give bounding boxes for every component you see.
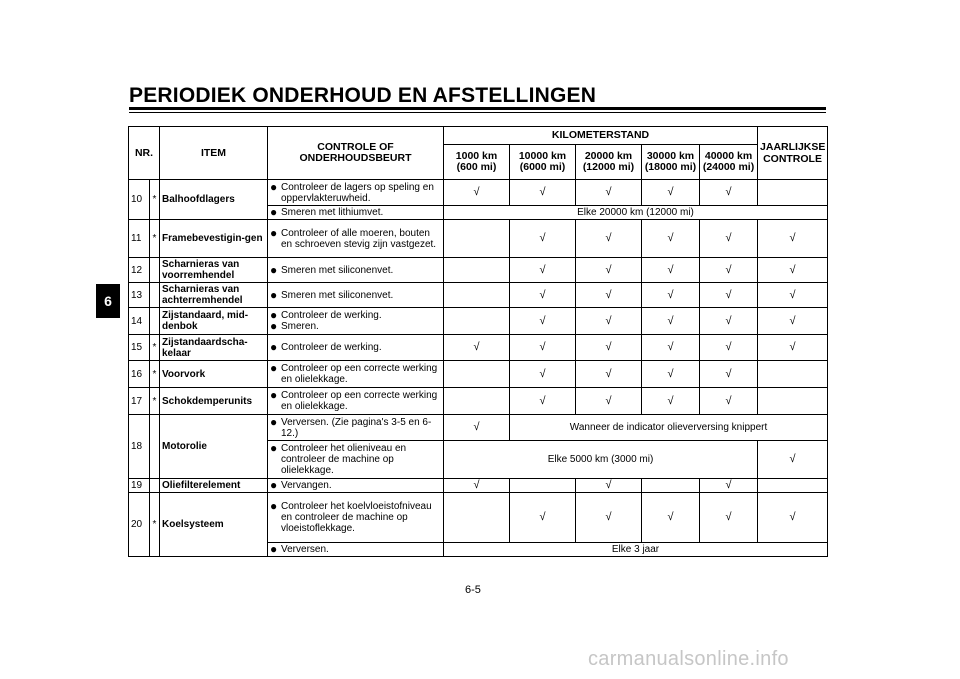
table-row: 11 * Framebevestigin-gen ● Controleer of alle moeren, bouten en schroeven stevig zijn vastgezet. √ √ √ √ √ xyxy=(129,220,828,258)
header-km-col: 1000 km (600 mi) xyxy=(444,145,510,180)
table-row: 13 Scharnieras van achterremhendel ● Smeren met siliconenvet. √ √ √ √ √ xyxy=(129,283,828,308)
check-mark: √ xyxy=(642,258,700,283)
table-row: 14 Zijstandaard, mid-denbok ● Controleer de werking. ● Smeren. √ √ √ √ √ xyxy=(129,308,828,335)
title-rule-thick xyxy=(129,107,826,110)
table-row: 17 * Schokdemperunits ● Controleer op een correcte werking en olielekkage. √ √ √ √ xyxy=(129,388,828,415)
header-km-col: 40000 km (24000 mi) xyxy=(700,145,758,180)
check-mark: √ xyxy=(700,335,758,361)
table-row: ● Smeren met lithiumvet. Elke 20000 km (12000 mi) xyxy=(129,206,828,220)
check-mark: √ xyxy=(510,361,576,388)
check-mark: √ xyxy=(700,361,758,388)
bullet-icon: ● xyxy=(270,361,278,375)
bullet-icon: ● xyxy=(270,340,278,354)
check-mark: √ xyxy=(758,308,828,335)
check-mark: √ xyxy=(758,493,828,543)
check-mark: √ xyxy=(642,220,700,258)
bullet-icon: ● xyxy=(270,499,278,513)
table-row: 10 * Balhoofdlagers ● Controleer de lagers op speling en oppervlakteruwheid. √ √ √ √ √ xyxy=(129,180,828,206)
check-mark: √ xyxy=(642,388,700,415)
bullet-icon: ● xyxy=(270,262,278,277)
table-row: 12 Scharnieras van voorremhendel ● Smeren met siliconenvet. √ √ √ √ √ xyxy=(129,258,828,283)
check-mark: √ xyxy=(642,283,700,308)
header-yearly: JAARLIJKSE CONTROLE xyxy=(758,127,828,180)
check-mark: √ xyxy=(758,258,828,283)
check-mark: √ xyxy=(576,180,642,206)
check-mark: √ xyxy=(444,415,510,441)
check-mark: √ xyxy=(510,258,576,283)
check-mark: √ xyxy=(576,493,642,543)
check-mark: √ xyxy=(510,388,576,415)
maintenance-table xyxy=(128,126,828,557)
bullet-icon: ● xyxy=(270,205,278,219)
table-row: ● Controleer het olieniveau en controleer de machine op olielekkage. Elke 5000 km (3000 mi) √ xyxy=(129,441,828,479)
header-row xyxy=(129,127,828,145)
check-mark: √ xyxy=(576,388,642,415)
bullet-icon: ● xyxy=(270,225,278,240)
check-mark: √ xyxy=(576,283,642,308)
check-mark: √ xyxy=(700,388,758,415)
check-mark: √ xyxy=(700,180,758,206)
check-mark: √ xyxy=(510,308,576,335)
check-mark: √ xyxy=(510,283,576,308)
check-mark: √ xyxy=(700,308,758,335)
header-control: CONTROLE OF ONDERHOUDSBEURT xyxy=(268,127,444,180)
check-mark: √ xyxy=(642,493,700,543)
check-mark: √ xyxy=(700,493,758,543)
check-mark: √ xyxy=(758,220,828,258)
check-mark: √ xyxy=(510,180,576,206)
bullet-icon: ● xyxy=(270,388,278,402)
check-mark: √ xyxy=(700,479,758,493)
check-mark: √ xyxy=(642,308,700,335)
header-kilometerstand: KILOMETERSTAND xyxy=(444,127,758,145)
bullet-icon: ● xyxy=(270,179,278,194)
check-mark: √ xyxy=(444,479,510,493)
header-item: ITEM xyxy=(160,127,268,180)
check-mark: √ xyxy=(758,441,828,479)
bullet-icon: ● xyxy=(270,542,278,556)
check-mark: √ xyxy=(700,220,758,258)
check-mark: √ xyxy=(510,335,576,361)
check-mark: √ xyxy=(576,361,642,388)
table-row: 20 * Koelsysteem ● Controleer het koelvloeistofniveau en controleer de machine op vloeistoflekkage. √ √ √ √ √ xyxy=(129,493,828,543)
check-mark: √ xyxy=(510,493,576,543)
check-mark: √ xyxy=(758,335,828,361)
header-km-col: 10000 km (6000 mi) xyxy=(510,145,576,180)
check-mark: √ xyxy=(444,180,510,206)
bullet-icon: ● xyxy=(270,308,278,322)
check-mark: √ xyxy=(642,335,700,361)
check-mark: √ xyxy=(576,308,642,335)
check-mark: √ xyxy=(576,220,642,258)
check-mark: √ xyxy=(444,335,510,361)
header-km-col: 30000 km (18000 mi) xyxy=(642,145,700,180)
check-mark: √ xyxy=(510,220,576,258)
header-nr: NR. xyxy=(129,127,160,180)
bullet-icon: ● xyxy=(270,441,278,455)
bullet-icon: ● xyxy=(270,287,278,302)
check-mark: √ xyxy=(576,479,642,493)
watermark: carmanualsonline.info xyxy=(588,648,789,670)
check-mark: √ xyxy=(758,283,828,308)
check-mark: √ xyxy=(700,283,758,308)
check-mark: √ xyxy=(642,361,700,388)
table-row: 18 Motorolie ● Verversen. (Zie pagina's 3-5 en 6-12.) √ Wanneer de indicator olieverversing knippert xyxy=(129,415,828,441)
table-row: 19 Oliefilterelement ● Vervangen. √ √ √ xyxy=(129,479,828,493)
table-row: 15 * Zijstandaardscha-kelaar ● Controleer de werking. √ √ √ √ √ √ xyxy=(129,335,828,361)
chapter-tab: 6 xyxy=(96,284,120,318)
page-title: PERIODIEK ONDERHOUD EN AFSTELLINGEN xyxy=(129,84,597,107)
table-row: 16 * Voorvork ● Controleer op een correcte werking en olielekkage. √ √ √ √ xyxy=(129,361,828,388)
title-rule-thin xyxy=(129,112,826,113)
check-mark: √ xyxy=(576,335,642,361)
bullet-icon: ● xyxy=(270,319,278,333)
table-row: ● Verversen. Elke 3 jaar xyxy=(129,543,828,557)
bullet-icon: ● xyxy=(270,414,278,429)
bullet-icon: ● xyxy=(270,478,278,492)
check-mark: √ xyxy=(576,258,642,283)
header-km-col: 20000 km (12000 mi) xyxy=(576,145,642,180)
check-mark: √ xyxy=(642,180,700,206)
check-mark: √ xyxy=(700,258,758,283)
page-number: 6-5 xyxy=(465,584,481,596)
